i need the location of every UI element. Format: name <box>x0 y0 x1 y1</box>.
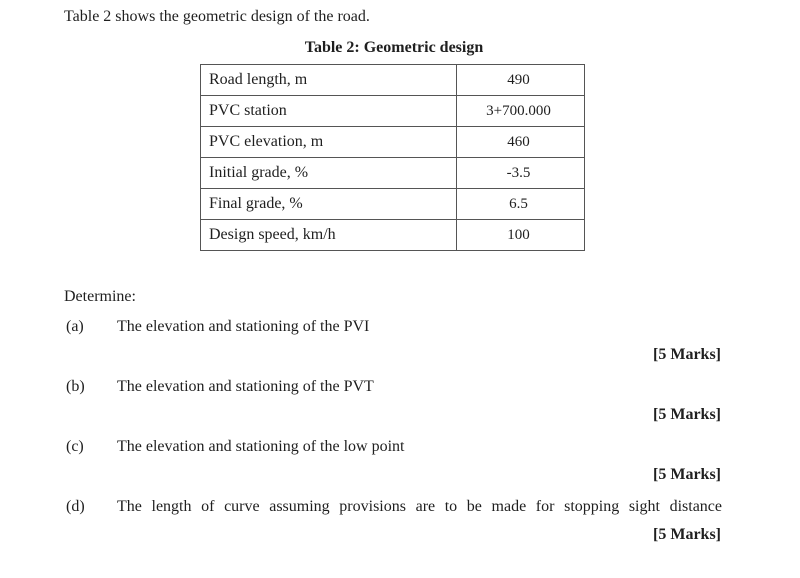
table-row <box>201 127 585 158</box>
table-row <box>201 96 585 127</box>
row-label: Design speed, km/h <box>201 220 457 251</box>
table-row <box>201 158 585 189</box>
row-label: PVC elevation, m <box>201 127 457 158</box>
row-label: PVC station <box>201 96 457 127</box>
question-text: The length of curve assuming provisions are to be made for stopping sight distance <box>117 498 722 515</box>
question-text: The elevation and stationing of the PVI <box>117 318 370 335</box>
question-text: The elevation and stationing of the low point <box>117 438 405 455</box>
question-letter: (c) <box>66 438 84 455</box>
row-value: 460 <box>457 127 585 158</box>
geometric-design-table <box>200 64 585 251</box>
table-row <box>201 189 585 220</box>
table-row <box>201 220 585 251</box>
marks-label: [5 Marks] <box>653 346 721 363</box>
row-value: 6.5 <box>457 189 585 220</box>
table-title: Table 2: Geometric design <box>304 39 484 56</box>
row-value: -3.5 <box>457 158 585 189</box>
determine-label: Determine: <box>64 288 136 305</box>
row-value: 490 <box>457 65 585 96</box>
row-label: Initial grade, % <box>201 158 457 189</box>
row-label: Road length, m <box>201 65 457 96</box>
question-letter: (b) <box>66 378 85 395</box>
marks-label: [5 Marks] <box>653 466 721 483</box>
marks-label: [5 Marks] <box>653 406 721 423</box>
row-value: 100 <box>457 220 585 251</box>
row-label: Final grade, % <box>201 189 457 220</box>
question-text: The elevation and stationing of the PVT <box>117 378 374 395</box>
question-letter: (d) <box>66 498 85 515</box>
table-row <box>201 65 585 96</box>
intro-text: Table 2 shows the geometric design of the road. <box>64 8 370 25</box>
row-value: 3+700.000 <box>457 96 585 127</box>
question-letter: (a) <box>66 318 84 335</box>
marks-label: [5 Marks] <box>653 526 721 543</box>
